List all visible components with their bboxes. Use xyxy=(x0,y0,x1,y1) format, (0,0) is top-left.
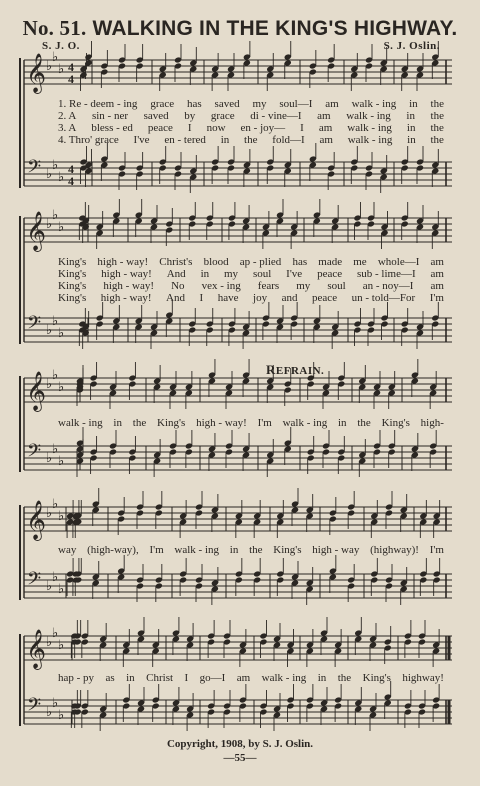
lyric-syllable: walk - ing xyxy=(351,98,397,110)
lyric-syllable: 1. Re - deem - ing xyxy=(58,98,138,110)
lyric-syllable: di - vine—I xyxy=(250,110,302,122)
lyric-line xyxy=(58,544,444,556)
lyric-syllable: 3. A xyxy=(58,122,77,134)
lyric-syllable: my xyxy=(296,280,311,292)
lyric-syllable: I xyxy=(184,672,189,684)
lyric-syllable: high- xyxy=(420,417,444,429)
lyric-syllable: am xyxy=(430,256,444,268)
time-signature: 4 xyxy=(68,72,74,86)
lyric-syllable: I'm xyxy=(257,417,272,429)
lyric-syllable: high - way! xyxy=(103,280,155,292)
lyric-syllable: en - joy— xyxy=(240,122,286,134)
flat-icon: ♭ xyxy=(46,217,53,232)
lyric-syllable: I'm xyxy=(429,292,444,304)
treble-clef-icon: 𝄞 xyxy=(26,53,47,93)
flat-icon: ♭ xyxy=(58,380,65,395)
lyric-syllable: my xyxy=(224,268,239,280)
flat-icon: ♭ xyxy=(52,442,59,457)
lyric-syllable: King's xyxy=(58,268,87,280)
lyric-syllable: has xyxy=(292,256,308,268)
lyric-syllable: as xyxy=(105,672,115,684)
flat-icon: ♭ xyxy=(46,635,53,650)
lyric-syllable: in xyxy=(113,417,122,429)
hymn-title xyxy=(0,16,480,41)
lyric-syllable: No xyxy=(171,280,185,292)
lyric-syllable: in xyxy=(200,268,210,280)
flat-icon: ♭ xyxy=(58,220,65,235)
lyric-syllable: (highway)! xyxy=(370,544,419,556)
flat-icon: ♭ xyxy=(46,167,53,182)
lyric-syllable: in xyxy=(220,134,230,146)
lyric-syllable: am xyxy=(318,122,333,134)
flat-icon: ♭ xyxy=(46,323,53,338)
lyric-syllable: King's xyxy=(362,672,391,684)
lyric-syllable: peace xyxy=(147,122,173,134)
lyric-syllable: go—I xyxy=(199,672,226,684)
lyric-syllable: the xyxy=(430,110,444,122)
lyric-syllable: And xyxy=(166,292,185,304)
lyric-syllable: am xyxy=(430,280,444,292)
lyric-syllable: walk - ing xyxy=(347,134,393,146)
page-number: —55— xyxy=(223,752,257,764)
flat-icon: ♭ xyxy=(52,626,59,641)
lyric-syllable: King's xyxy=(58,256,87,268)
lyric-line xyxy=(58,292,444,304)
flat-icon: ♭ xyxy=(52,696,59,711)
lyric-syllable: I xyxy=(199,292,204,304)
lyric-syllable: my xyxy=(252,98,267,110)
lyric-syllable: un - told—For xyxy=(351,292,416,304)
lyric-syllable: peace xyxy=(312,292,338,304)
flat-icon: ♭ xyxy=(46,705,53,720)
lyric-syllable: ap - plied xyxy=(239,256,282,268)
lyric-syllable: have xyxy=(217,292,239,304)
bass-clef-icon: 𝄢 xyxy=(27,569,42,594)
lyric-syllable: blood xyxy=(203,256,229,268)
lyric-syllable: King's xyxy=(58,292,87,304)
lyric-syllable: walk - ing xyxy=(282,417,328,429)
flat-icon: ♭ xyxy=(58,62,65,77)
lyric-syllable: in xyxy=(126,672,135,684)
lyric-syllable: saved xyxy=(214,98,240,110)
lyric-syllable: And xyxy=(166,268,186,280)
lyric-syllable: am xyxy=(236,672,251,684)
lyric-syllable: now xyxy=(206,122,226,134)
flat-icon: ♭ xyxy=(52,208,59,223)
lyric-syllable: am xyxy=(319,134,333,146)
lyric-syllable: the xyxy=(430,134,444,146)
lyric-syllable: in xyxy=(229,544,239,556)
bass-clef-icon: 𝄢 xyxy=(27,313,42,338)
lyric-syllable: whole—I xyxy=(377,256,420,268)
lyric-syllable: the xyxy=(430,122,444,134)
flat-icon: ♭ xyxy=(52,158,59,173)
flat-icon: ♭ xyxy=(58,170,65,185)
lyric-line xyxy=(58,672,444,684)
flat-icon: ♭ xyxy=(46,506,53,521)
lyric-syllable: King's xyxy=(381,417,410,429)
lyric-syllable: walk - ing xyxy=(58,417,103,429)
lyric-syllable: walk - ing xyxy=(347,122,392,134)
lyric-line xyxy=(58,110,444,122)
lyric-syllable: way xyxy=(58,544,77,556)
bass-clef-icon: 𝄢 xyxy=(27,157,42,182)
lyric-syllable: saved xyxy=(143,110,169,122)
lyric-syllable: I'm xyxy=(149,544,164,556)
lyric-syllable: Christ's xyxy=(159,256,193,268)
flat-icon: ♭ xyxy=(58,509,65,524)
flat-icon: ♭ xyxy=(52,314,59,329)
lyric-syllable: am xyxy=(430,268,444,280)
lyric-syllable: fold—I xyxy=(272,134,305,146)
lyric-syllable: in xyxy=(409,98,418,110)
bass-clef-icon: 𝄢 xyxy=(27,441,42,466)
lyric-syllable: bless - ed xyxy=(91,122,133,134)
lyric-syllable: and xyxy=(281,292,298,304)
lyric-syllable: am xyxy=(317,110,331,122)
lyric-syllable: high - way! xyxy=(97,256,149,268)
lyric-syllable: the xyxy=(337,672,352,684)
lyric-syllable: highway! xyxy=(402,672,444,684)
lyric-syllable: fears xyxy=(257,280,280,292)
lyric-syllable: by xyxy=(184,110,196,122)
lyric-syllable: walk - ing xyxy=(346,110,391,122)
lyric-syllable: in xyxy=(317,672,327,684)
treble-clef-icon: 𝄞 xyxy=(26,500,47,540)
words-credit: S. J. O. xyxy=(42,40,80,52)
flat-icon: ♭ xyxy=(46,377,53,392)
lyric-syllable: grace xyxy=(210,110,235,122)
flat-icon: ♭ xyxy=(58,454,65,469)
lyric-syllable: in xyxy=(407,134,416,146)
lyric-syllable: an - noy—I xyxy=(362,280,414,292)
flat-icon: ♭ xyxy=(52,570,59,585)
lyric-syllable: soul—I xyxy=(279,98,313,110)
lyric-syllable: high - way! xyxy=(196,417,247,429)
lyric-line xyxy=(58,122,444,134)
lyric-syllable: 2. A xyxy=(58,110,77,122)
lyric-syllable: Christ xyxy=(146,672,174,684)
flat-icon: ♭ xyxy=(58,708,65,723)
lyric-syllable: the xyxy=(357,417,371,429)
lyric-syllable: sin - ner xyxy=(91,110,128,122)
refrain-label: REFRAIN. xyxy=(266,362,325,377)
lyric-syllable: King's xyxy=(58,280,87,292)
treble-clef-icon: 𝄞 xyxy=(26,211,47,251)
lyric-syllable: in xyxy=(406,122,416,134)
lyric-syllable: peace xyxy=(317,268,343,280)
lyric-syllable: high - way xyxy=(312,544,360,556)
lyric-syllable: in xyxy=(406,110,415,122)
lyric-syllable: the xyxy=(244,134,258,146)
lyric-syllable: I xyxy=(300,122,304,134)
lyric-syllable: I'm xyxy=(429,544,444,556)
time-signature: 4 xyxy=(68,60,74,74)
lyric-line xyxy=(58,268,444,280)
flat-icon: ♭ xyxy=(58,638,65,653)
lyric-syllable: en - tered xyxy=(164,134,206,146)
lyric-syllable: grace xyxy=(150,98,175,110)
lyric-syllable: walk - ing xyxy=(261,672,307,684)
lyric-syllable: me xyxy=(353,256,367,268)
lyric-syllable: in xyxy=(338,417,347,429)
music-credit: S. J. Oslin. xyxy=(383,40,440,52)
lyric-line xyxy=(58,134,444,146)
time-signature: 4 xyxy=(68,174,74,188)
flat-icon: ♭ xyxy=(58,582,65,597)
lyric-syllable: I've xyxy=(286,268,303,280)
lyric-syllable: King's xyxy=(273,544,302,556)
flat-icon: ♭ xyxy=(46,451,53,466)
lyric-syllable: soul xyxy=(252,268,272,280)
lyric-line xyxy=(58,256,444,268)
lyric-syllable: high - way! xyxy=(100,292,152,304)
lyric-syllable: soul xyxy=(327,280,346,292)
lyric-line xyxy=(58,417,444,429)
lyric-syllable: high - way! xyxy=(101,268,152,280)
lyric-syllable: I've xyxy=(133,134,150,146)
hymn-title-text: WALKING IN THE KING'S HIGHWAY. xyxy=(92,17,458,40)
lyric-syllable: King's xyxy=(157,417,186,429)
flat-icon: ♭ xyxy=(46,59,53,74)
flat-icon: ♭ xyxy=(58,326,65,341)
lyric-line xyxy=(58,98,444,110)
lyric-syllable: has xyxy=(187,98,202,110)
flat-icon: ♭ xyxy=(46,579,53,594)
lyric-syllable: made xyxy=(318,256,343,268)
lyric-syllable: the xyxy=(132,417,147,429)
lyric-syllable: vex - ing xyxy=(201,280,241,292)
lyric-syllable: am xyxy=(325,98,339,110)
lyric-syllable: the xyxy=(430,98,444,110)
lyric-syllable: joy xyxy=(253,292,268,304)
lyric-syllable: hap - py xyxy=(58,672,95,684)
treble-clef-icon: 𝄞 xyxy=(26,371,47,411)
bass-clef-icon: 𝄢 xyxy=(27,695,42,720)
copyright-notice: Copyright, 1908, by S. J. Oslin. xyxy=(166,738,314,750)
lyric-syllable: (high-way), xyxy=(87,544,139,556)
lyric-syllable: 4. Thro' grace xyxy=(58,134,119,146)
lyric-syllable: sub - lime—I xyxy=(356,268,416,280)
flat-icon: ♭ xyxy=(52,368,59,383)
lyric-line xyxy=(58,280,444,292)
lyric-syllable: the xyxy=(249,544,263,556)
lyric-syllable: walk - ing xyxy=(174,544,220,556)
hymn-number: No. 51. xyxy=(22,16,87,40)
flat-icon: ♭ xyxy=(52,50,59,65)
treble-clef-icon: 𝄞 xyxy=(26,629,47,669)
time-signature: 4 xyxy=(68,162,74,176)
flat-icon: ♭ xyxy=(52,497,59,512)
lyric-syllable: I xyxy=(187,122,192,134)
